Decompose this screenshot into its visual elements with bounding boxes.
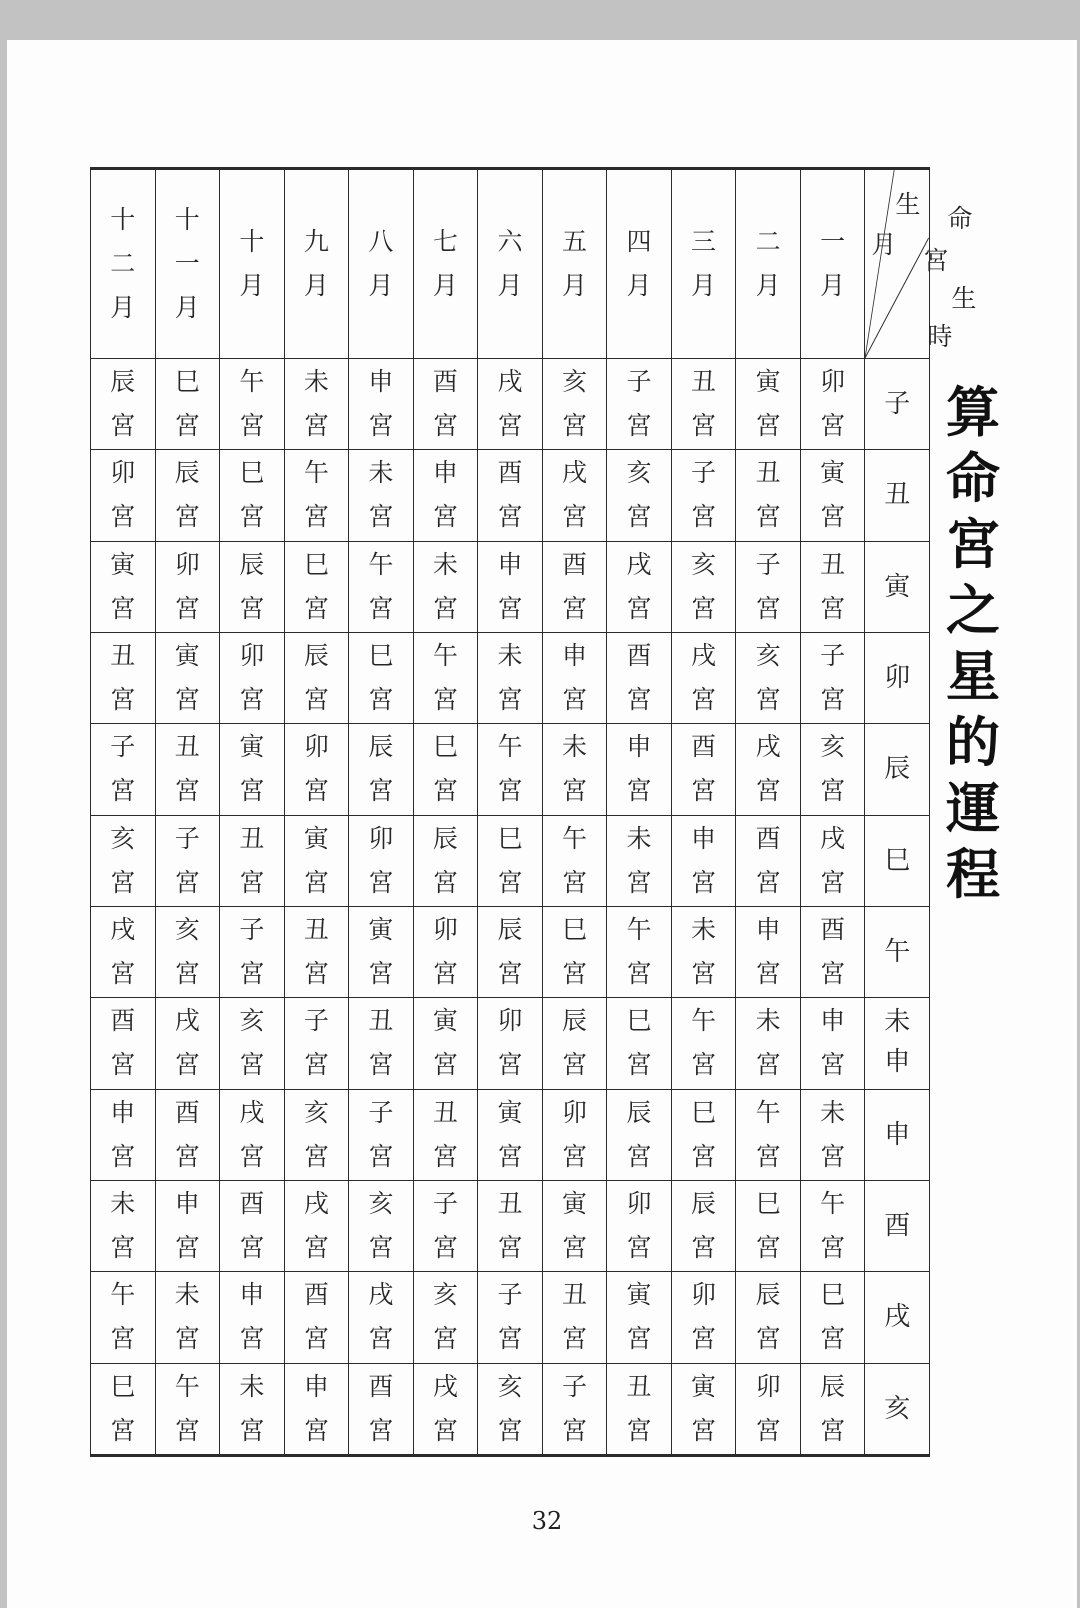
palace-cell: 未宮 [91, 1180, 156, 1271]
palace-cell: 酉宮 [413, 359, 478, 450]
corner-month-label-0: 生 [895, 190, 921, 219]
birth-hour-cell: 卯 [865, 632, 930, 723]
palace-cell: 未宮 [542, 724, 607, 815]
birth-hour-cell: 戌 [865, 1272, 930, 1363]
palace-cell: 戌宮 [220, 1089, 285, 1180]
palace-cell: 辰宮 [607, 1089, 672, 1180]
palace-cell: 寅宮 [284, 815, 349, 906]
corner-header-cell [865, 169, 977, 359]
palace-cell: 卯宮 [671, 1272, 736, 1363]
palace-cell: 酉宮 [349, 1363, 414, 1455]
corner-hour-label-0: 生 [951, 284, 977, 313]
palace-cell: 申宮 [671, 815, 736, 906]
palace-cell: 丑宮 [220, 815, 285, 906]
palace-cell: 戌宮 [800, 815, 865, 906]
corner-palace-label-1: 宮 [923, 246, 949, 275]
palace-cell: 酉宮 [800, 906, 865, 997]
palace-cell: 亥宮 [155, 906, 220, 997]
table-row [91, 998, 930, 1089]
palace-cell: 未宮 [736, 998, 801, 1089]
palace-cell: 戌宮 [542, 450, 607, 541]
palace-cell: 子宮 [671, 450, 736, 541]
corner-hour-label-1: 時 [927, 322, 953, 351]
palace-cell: 午宮 [284, 450, 349, 541]
corner-month-label-1: 月 [871, 230, 897, 259]
palace-cell: 午宮 [800, 1180, 865, 1271]
month-header-4: 四月 [607, 169, 672, 359]
palace-cell: 未宮 [413, 541, 478, 632]
palace-cell: 未宮 [220, 1363, 285, 1455]
palace-cell: 戌宮 [607, 541, 672, 632]
palace-cell: 子宮 [155, 815, 220, 906]
palace-cell: 子宮 [542, 1363, 607, 1455]
month-header-5: 五月 [542, 169, 607, 359]
palace-cell: 未宮 [478, 632, 543, 723]
birth-hour-cell: 酉 [865, 1180, 930, 1271]
palace-cell: 辰宮 [671, 1180, 736, 1271]
palace-cell: 丑宮 [607, 1363, 672, 1455]
page-number: 32 [531, 1507, 563, 1535]
palace-cell: 辰宮 [155, 450, 220, 541]
palace-cell: 未宮 [284, 359, 349, 450]
palace-cell: 子宮 [91, 724, 156, 815]
palace-cell: 戌宮 [478, 359, 543, 450]
palace-cell: 卯宮 [220, 632, 285, 723]
palace-cell: 戌宮 [284, 1180, 349, 1271]
palace-cell: 子宮 [478, 1272, 543, 1363]
palace-cell: 午宮 [607, 906, 672, 997]
palace-cell: 辰宮 [284, 632, 349, 723]
palace-cell: 寅宮 [542, 1180, 607, 1271]
palace-cell: 未宮 [800, 1089, 865, 1180]
palace-cell: 申宮 [736, 906, 801, 997]
palace-cell: 巳宮 [284, 541, 349, 632]
palace-cell: 午宮 [91, 1272, 156, 1363]
palace-cell: 午宮 [349, 541, 414, 632]
palace-cell: 卯宮 [607, 1180, 672, 1271]
birth-hour-cell: 亥 [865, 1363, 930, 1455]
palace-cell: 卯宮 [284, 724, 349, 815]
palace-cell: 寅宮 [155, 632, 220, 723]
palace-cell: 申宮 [607, 724, 672, 815]
table-row [91, 450, 930, 541]
palace-cell: 午宮 [220, 359, 285, 450]
palace-cell: 申宮 [220, 1272, 285, 1363]
palace-cell: 辰宮 [800, 1363, 865, 1455]
palace-cell: 酉宮 [91, 998, 156, 1089]
palace-cell: 亥宮 [542, 359, 607, 450]
birth-hour-cell: 丑 [865, 450, 930, 541]
palace-cell: 亥宮 [284, 1089, 349, 1180]
palace-cell: 寅宮 [736, 359, 801, 450]
palace-cell: 卯宮 [91, 450, 156, 541]
palace-cell: 辰宮 [349, 724, 414, 815]
table-row [91, 906, 930, 997]
palace-cell: 未宮 [607, 815, 672, 906]
palace-cell: 卯宮 [349, 815, 414, 906]
palace-cell: 卯宮 [155, 541, 220, 632]
palace-cell: 子宮 [413, 1180, 478, 1271]
palace-cell: 丑宮 [800, 541, 865, 632]
palace-cell: 寅宮 [349, 906, 414, 997]
palace-cell: 戌宮 [91, 906, 156, 997]
palace-cell: 寅宮 [671, 1363, 736, 1455]
palace-cell: 卯宮 [542, 1089, 607, 1180]
palace-cell: 子宮 [284, 998, 349, 1089]
table-row [91, 815, 930, 906]
palace-cell: 卯宮 [736, 1363, 801, 1455]
palace-cell: 亥宮 [91, 815, 156, 906]
palace-cell: 丑宮 [349, 998, 414, 1089]
palace-cell: 卯宮 [478, 998, 543, 1089]
palace-cell: 酉宮 [607, 632, 672, 723]
month-header-11: 十一月 [155, 169, 220, 359]
month-header-9: 九月 [284, 169, 349, 359]
corner-palace-label-0: 命 [947, 204, 973, 233]
palace-cell: 亥宮 [671, 541, 736, 632]
palace-cell: 巳宮 [607, 998, 672, 1089]
palace-cell: 酉宮 [220, 1180, 285, 1271]
palace-cell: 丑宮 [91, 632, 156, 723]
table-row [91, 1180, 930, 1271]
palace-cell: 巳宮 [91, 1363, 156, 1455]
month-header-12: 十二月 [91, 169, 156, 359]
birth-hour-cell: 辰 [865, 724, 930, 815]
birth-hour-cell: 子 [865, 359, 930, 450]
palace-cell: 午宮 [671, 998, 736, 1089]
palace-cell: 午宮 [413, 632, 478, 723]
palace-cell: 子宮 [800, 632, 865, 723]
palace-cell: 子宮 [607, 359, 672, 450]
palace-cell: 戌宮 [671, 632, 736, 723]
palace-cell: 子宮 [220, 906, 285, 997]
palace-cell: 丑宮 [542, 1272, 607, 1363]
birth-hour-cell: 午 [865, 906, 930, 997]
palace-cell: 申宮 [349, 359, 414, 450]
palace-cell: 申宮 [155, 1180, 220, 1271]
palace-cell: 辰宮 [220, 541, 285, 632]
palace-cell: 丑宮 [413, 1089, 478, 1180]
palace-cell: 丑宮 [478, 1180, 543, 1271]
palace-cell: 申宮 [284, 1363, 349, 1455]
palace-cell: 卯宮 [800, 359, 865, 450]
palace-cell: 午宮 [736, 1089, 801, 1180]
palace-cell: 申宮 [478, 541, 543, 632]
palace-cell: 亥宮 [736, 632, 801, 723]
palace-cell: 巳宮 [671, 1089, 736, 1180]
palace-cell: 亥宮 [349, 1180, 414, 1271]
palace-cell: 戌宮 [413, 1363, 478, 1455]
palace-cell: 巳宮 [220, 450, 285, 541]
palace-cell: 丑宮 [671, 359, 736, 450]
palace-cell: 申宮 [413, 450, 478, 541]
palace-cell: 申宮 [542, 632, 607, 723]
palace-cell: 子宮 [349, 1089, 414, 1180]
month-header-1: 一月 [800, 169, 865, 359]
palace-cell: 午宮 [478, 724, 543, 815]
table-row [91, 724, 930, 815]
palace-cell: 寅宮 [91, 541, 156, 632]
palace-cell: 子宮 [736, 541, 801, 632]
palace-cell: 戌宮 [349, 1272, 414, 1363]
palace-cell: 戌宮 [155, 998, 220, 1089]
palace-cell: 丑宮 [736, 450, 801, 541]
palace-cell: 辰宮 [413, 815, 478, 906]
birth-hour-cell: 申 [865, 1089, 930, 1180]
palace-cell: 未宮 [155, 1272, 220, 1363]
month-header-8: 八月 [349, 169, 414, 359]
table-row [91, 541, 930, 632]
palace-cell: 亥宮 [478, 1363, 543, 1455]
table-row [91, 359, 930, 450]
month-header-10: 十月 [220, 169, 285, 359]
palace-cell: 寅宮 [478, 1089, 543, 1180]
palace-cell: 酉宮 [671, 724, 736, 815]
palace-cell: 未宮 [671, 906, 736, 997]
month-header-6: 六月 [478, 169, 543, 359]
palace-cell: 丑宮 [155, 724, 220, 815]
palace-cell: 戌宮 [736, 724, 801, 815]
palace-cell: 亥宮 [800, 724, 865, 815]
palace-cell: 午宮 [542, 815, 607, 906]
table-row [91, 1363, 930, 1455]
table-row [91, 1089, 930, 1180]
palace-cell: 午宮 [155, 1363, 220, 1455]
palace-cell: 酉宮 [284, 1272, 349, 1363]
palace-cell: 巳宮 [736, 1180, 801, 1271]
palace-cell: 未宮 [349, 450, 414, 541]
palace-cell: 丑宮 [284, 906, 349, 997]
palace-cell: 辰宮 [91, 359, 156, 450]
month-header-row [91, 169, 930, 359]
palace-cell: 巳宮 [478, 815, 543, 906]
palace-cell: 酉宮 [155, 1089, 220, 1180]
palace-cell: 酉宮 [736, 815, 801, 906]
table-row [91, 632, 930, 723]
page-title: 算命宮之星的運程 [946, 381, 1000, 906]
palace-cell: 巳宮 [155, 359, 220, 450]
palace-cell: 辰宮 [542, 998, 607, 1089]
birth-hour-cell: 巳 [865, 815, 930, 906]
palace-cell: 卯宮 [413, 906, 478, 997]
palace-cell: 寅宮 [413, 998, 478, 1089]
palace-cell: 寅宮 [220, 724, 285, 815]
palace-cell: 巳宮 [800, 1272, 865, 1363]
palace-cell: 巳宮 [413, 724, 478, 815]
palace-cell: 巳宮 [542, 906, 607, 997]
palace-cell: 辰宮 [478, 906, 543, 997]
palace-cell: 亥宮 [413, 1272, 478, 1363]
birth-hour-cell: 寅 [865, 541, 930, 632]
palace-cell: 巳宮 [349, 632, 414, 723]
month-header-2: 二月 [736, 169, 801, 359]
birth-hour-cell: 未申 [865, 998, 930, 1089]
palace-cell: 酉宮 [542, 541, 607, 632]
month-header-3: 三月 [671, 169, 736, 359]
palace-cell: 申宮 [800, 998, 865, 1089]
palace-cell: 寅宮 [800, 450, 865, 541]
palace-cell: 申宮 [91, 1089, 156, 1180]
palace-cell: 亥宮 [220, 998, 285, 1089]
month-header-7: 七月 [413, 169, 478, 359]
book-page [7, 40, 1077, 1608]
palace-cell: 辰宮 [736, 1272, 801, 1363]
table-row [91, 1272, 930, 1363]
palace-cell: 亥宮 [607, 450, 672, 541]
palace-cell: 寅宮 [607, 1272, 672, 1363]
palace-cell: 酉宮 [478, 450, 543, 541]
